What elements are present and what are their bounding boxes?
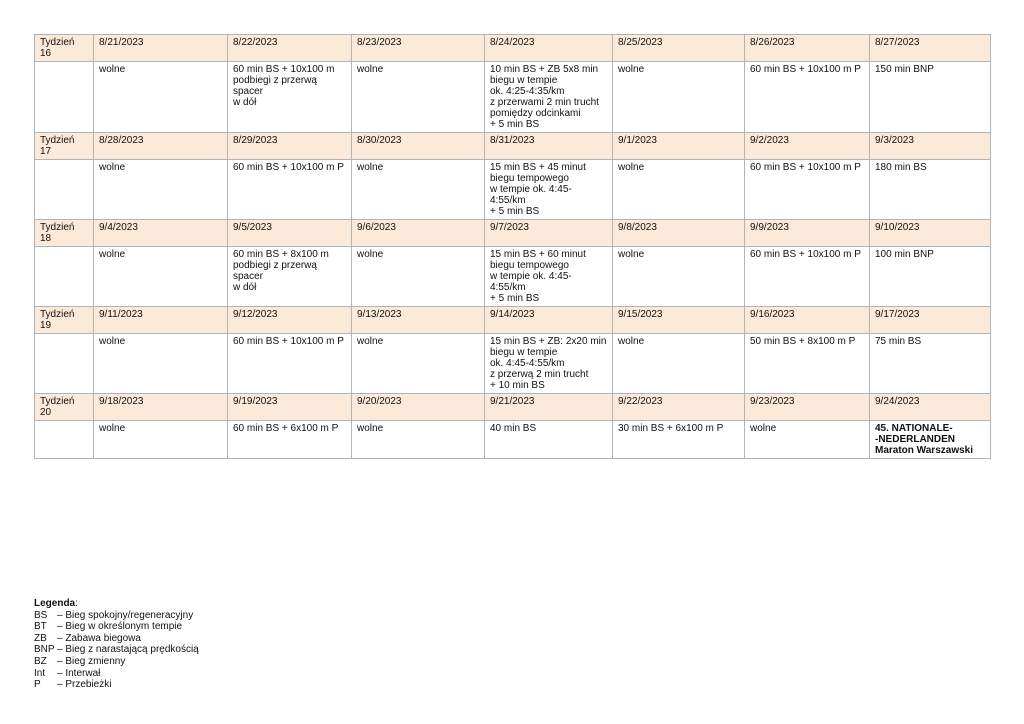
date-cell: 9/4/2023 — [94, 220, 228, 247]
plan-cell: wolne — [745, 421, 870, 459]
plan-cell: 60 min BS + 10x100 m P — [228, 160, 352, 220]
plan-cell: 50 min BS + 8x100 m P — [745, 334, 870, 394]
date-cell: 8/29/2023 — [228, 133, 352, 160]
week-date-row — [35, 394, 991, 421]
plan-cell: 75 min BS — [870, 334, 991, 394]
legend-item — [34, 610, 199, 622]
week-label: Tydzień 17 — [35, 133, 94, 160]
legend-desc: – Bieg w określonym tempie — [57, 621, 183, 633]
plan-cell: 15 min BS + ZB: 2x20 min biegu w tempie ok. 4:45-4:55/km z przerwą 2 min trucht + 10 min BS — [485, 334, 613, 394]
date-cell: 9/2/2023 — [745, 133, 870, 160]
date-cell: 9/23/2023 — [745, 394, 870, 421]
legend-desc: – Bieg zmienny — [57, 655, 126, 667]
legend — [34, 598, 199, 691]
plan-cell: 60 min BS + 10x100 m P — [745, 62, 870, 133]
race-day-cell: 45. NATIONALE- -NEDERLANDEN Maraton Warszawski — [870, 421, 991, 459]
legend-desc: – Bieg z narastającą prędkością — [57, 644, 199, 656]
legend-item — [34, 633, 199, 645]
plan-cell: 60 min BS + 8x100 m podbiegi z przerwą spacer w dół — [228, 247, 352, 307]
week-label-spacer — [35, 160, 94, 220]
legend-abbr: P — [34, 679, 41, 691]
legend-item — [34, 668, 199, 680]
plan-cell: 180 min BS — [870, 160, 991, 220]
date-cell: 9/5/2023 — [228, 220, 352, 247]
date-cell: 9/1/2023 — [613, 133, 745, 160]
date-cell: 8/26/2023 — [745, 35, 870, 62]
plan-cell: wolne — [613, 334, 745, 394]
plan-cell: wolne — [352, 62, 485, 133]
legend-abbr: ZB — [34, 632, 47, 644]
week-label: Tydzień 16 — [35, 35, 94, 62]
plan-cell: wolne — [613, 62, 745, 133]
date-cell: 8/30/2023 — [352, 133, 485, 160]
week-date-row — [35, 307, 991, 334]
plan-cell: wolne — [94, 62, 228, 133]
plan-cell: 30 min BS + 6x100 m P — [613, 421, 745, 459]
date-cell: 8/22/2023 — [228, 35, 352, 62]
week-label-spacer — [35, 62, 94, 133]
legend-abbr: BT — [34, 621, 47, 633]
date-cell: 9/6/2023 — [352, 220, 485, 247]
date-cell: 9/7/2023 — [485, 220, 613, 247]
week-label: Tydzień 20 — [35, 394, 94, 421]
date-cell: 8/28/2023 — [94, 133, 228, 160]
date-cell: 9/9/2023 — [745, 220, 870, 247]
legend-item — [34, 621, 199, 633]
date-cell: 8/23/2023 — [352, 35, 485, 62]
legend-desc: – Przebieżki — [57, 679, 112, 691]
date-cell: 9/8/2023 — [613, 220, 745, 247]
legend-abbr: BZ — [34, 655, 47, 667]
date-cell: 9/12/2023 — [228, 307, 352, 334]
week-plan-row — [35, 62, 991, 133]
date-cell: 9/3/2023 — [870, 133, 991, 160]
legend-abbr: BNP — [34, 644, 55, 656]
week-plan-row — [35, 160, 991, 220]
week-date-row — [35, 35, 991, 62]
plan-cell: 60 min BS + 10x100 m P — [745, 247, 870, 307]
plan-cell: wolne — [613, 160, 745, 220]
week-label-spacer — [35, 334, 94, 394]
legend-item — [34, 644, 199, 656]
week-date-row — [35, 133, 991, 160]
week-label-spacer — [35, 421, 94, 459]
date-cell: 9/22/2023 — [613, 394, 745, 421]
week-label: Tydzień 18 — [35, 220, 94, 247]
date-cell: 8/31/2023 — [485, 133, 613, 160]
date-cell: 9/17/2023 — [870, 307, 991, 334]
plan-cell: wolne — [94, 160, 228, 220]
date-cell: 8/27/2023 — [870, 35, 991, 62]
date-cell: 9/18/2023 — [94, 394, 228, 421]
plan-cell: 150 min BNP — [870, 62, 991, 133]
legend-abbr: BS — [34, 609, 48, 621]
legend-desc: – Interwał — [57, 667, 101, 679]
plan-cell: 40 min BS — [485, 421, 613, 459]
plan-cell: 60 min BS + 10x100 m podbiegi z przerwą spacer w dół — [228, 62, 352, 133]
plan-cell: 100 min BNP — [870, 247, 991, 307]
date-cell: 9/10/2023 — [870, 220, 991, 247]
training-schedule-table — [34, 34, 991, 459]
legend-item — [34, 679, 199, 691]
date-cell: 9/11/2023 — [94, 307, 228, 334]
plan-cell: wolne — [94, 421, 228, 459]
plan-cell: wolne — [94, 334, 228, 394]
date-cell: 9/21/2023 — [485, 394, 613, 421]
week-label: Tydzień 19 — [35, 307, 94, 334]
plan-cell: 60 min BS + 10x100 m P — [228, 334, 352, 394]
date-cell: 9/16/2023 — [745, 307, 870, 334]
week-plan-row — [35, 334, 991, 394]
date-cell: 8/24/2023 — [485, 35, 613, 62]
date-cell: 9/13/2023 — [352, 307, 485, 334]
plan-cell: 60 min BS + 6x100 m P — [228, 421, 352, 459]
legend-title: Legenda: — [34, 598, 78, 609]
date-cell: 8/25/2023 — [613, 35, 745, 62]
date-cell: 9/20/2023 — [352, 394, 485, 421]
plan-cell: 10 min BS + ZB 5x8 min biegu w tempie ok. 4:25-4:35/km z przerwami 2 min trucht pomiędzy odcinkami + 5 min BS — [485, 62, 613, 133]
plan-cell: 15 min BS + 45 minut biegu tempowego w tempie ok. 4:45-4:55/km + 5 min BS — [485, 160, 613, 220]
legend-desc: – Zabawa biegowa — [57, 632, 141, 644]
date-cell: 9/19/2023 — [228, 394, 352, 421]
plan-cell: wolne — [352, 160, 485, 220]
date-cell: 8/21/2023 — [94, 35, 228, 62]
plan-cell: wolne — [352, 247, 485, 307]
legend-desc: – Bieg spokojny/regeneracyjny — [57, 609, 194, 621]
plan-cell: wolne — [352, 334, 485, 394]
week-plan-row — [35, 247, 991, 307]
legend-abbr: Int — [34, 667, 46, 679]
date-cell: 9/14/2023 — [485, 307, 613, 334]
plan-cell: wolne — [352, 421, 485, 459]
plan-cell: wolne — [613, 247, 745, 307]
date-cell: 9/24/2023 — [870, 394, 991, 421]
plan-cell: 15 min BS + 60 minut biegu tempowego w tempie ok. 4:45-4:55/km + 5 min BS — [485, 247, 613, 307]
legend-item — [34, 656, 199, 668]
date-cell: 9/15/2023 — [613, 307, 745, 334]
plan-cell: 60 min BS + 10x100 m P — [745, 160, 870, 220]
week-label-spacer — [35, 247, 94, 307]
week-plan-row — [35, 421, 991, 459]
plan-cell: wolne — [94, 247, 228, 307]
week-date-row — [35, 220, 991, 247]
